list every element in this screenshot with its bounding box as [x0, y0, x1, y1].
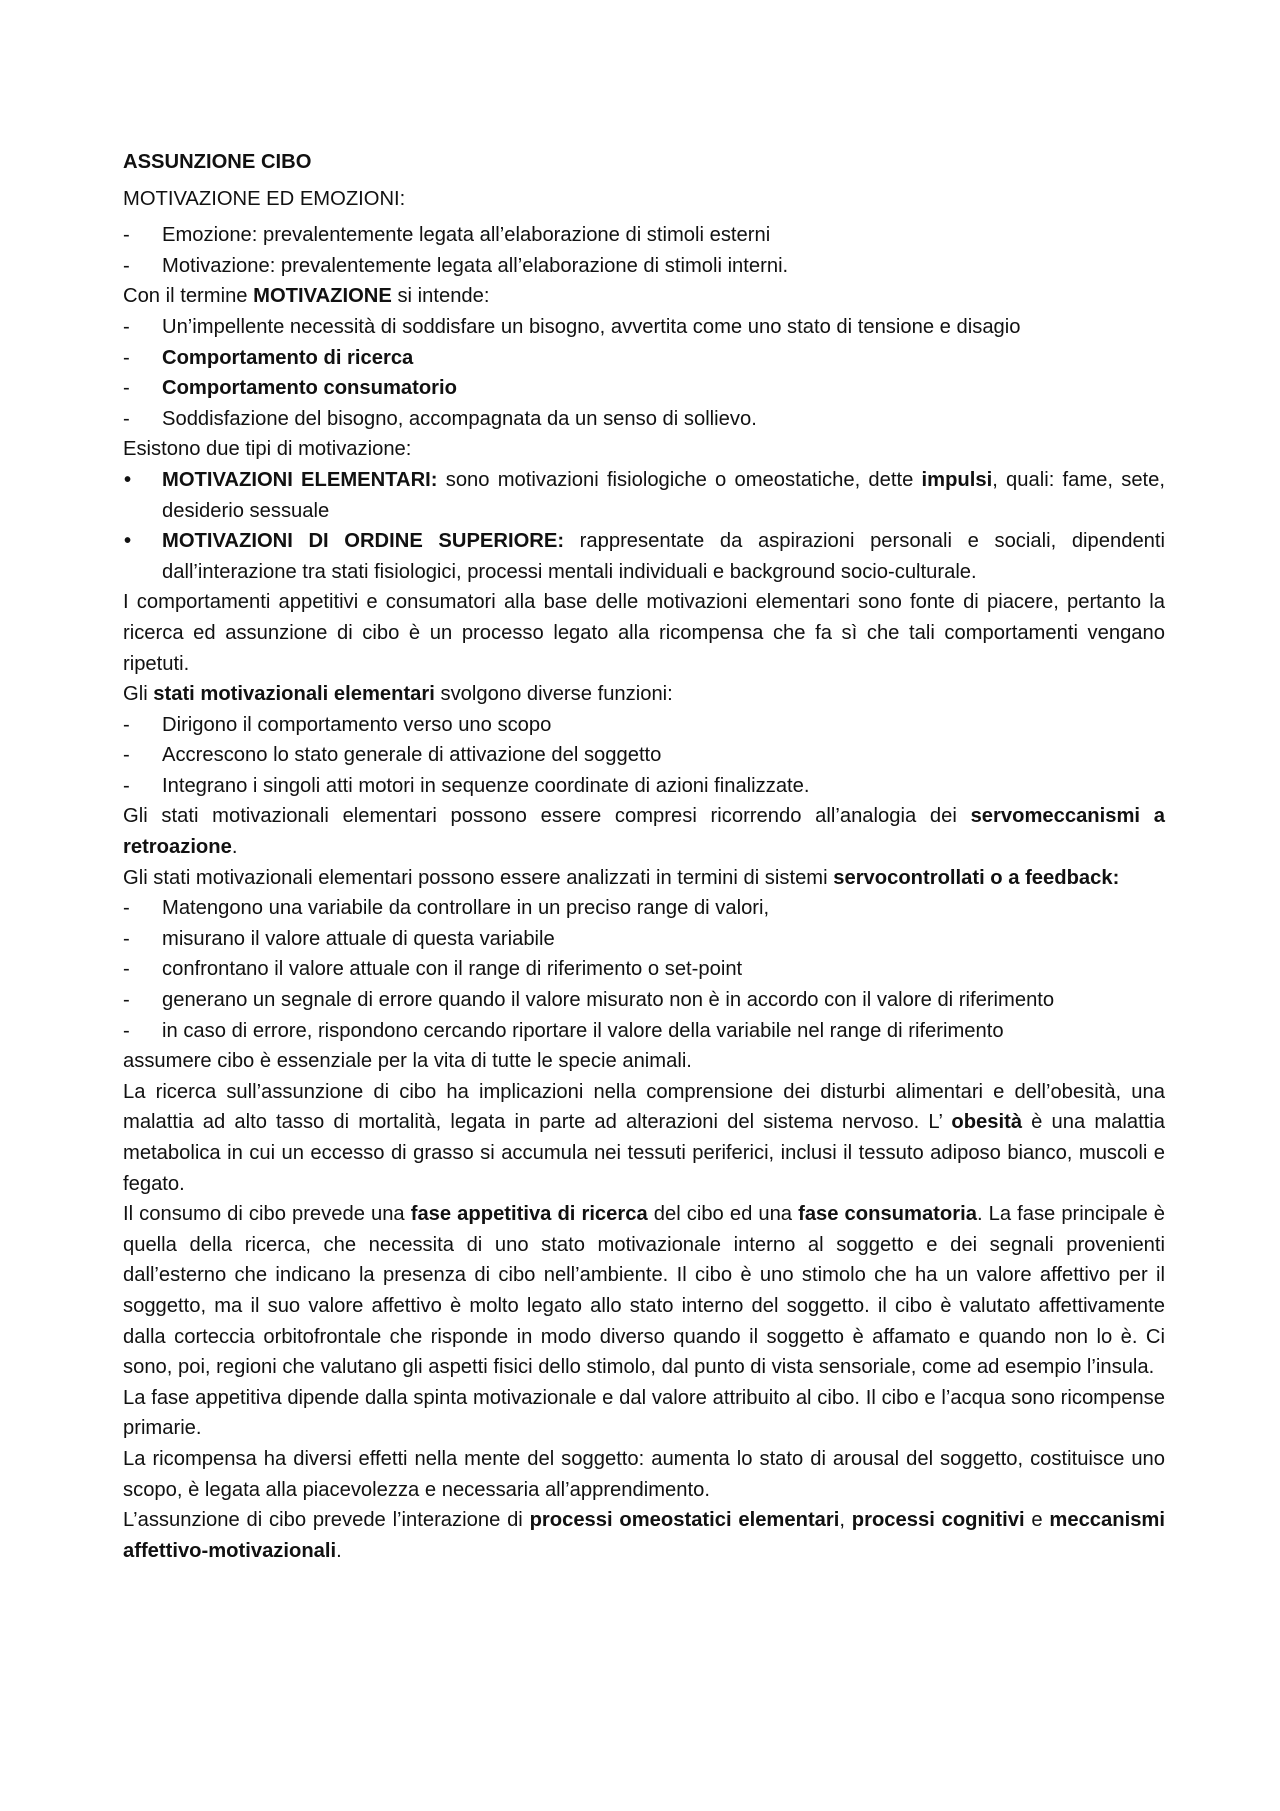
list-item: - Dirigono il comportamento verso uno scopo [123, 710, 1165, 741]
dash-marker: - [123, 989, 130, 1012]
list-item: - Matengono una variabile da controllare in un preciso range di valori, [123, 893, 1165, 924]
section-subtitle: MOTIVAZIONE ED EMOZIONI: [123, 187, 406, 210]
emotion-list [123, 220, 1165, 281]
list-item: - Un’impellente necessità di soddisfare un bisogno, avvertita come uno stato di tensione e disagio [123, 312, 1165, 343]
list-item: - Emozione: prevalentemente legata all’elaborazione di stimoli esterni [123, 220, 1165, 251]
paragraph-interazione: L’assunzione di cibo prevede l’interazione di processi omeostatici elementari, processi cognitivi e meccanismi affettivo-motivazionali. [123, 1509, 1165, 1562]
document-title: ASSUNZIONE CIBO [123, 151, 312, 173]
tipi-intro: Esistono due tipi di motivazione: [123, 438, 412, 461]
paragraph-ricompensa: La ricompensa ha diversi effetti nella mente del soggetto: aumenta lo stato di arousal del soggetto, costituisce uno scopo, è legata alla piacevolezza e necessaria all’apprendimento. [123, 1447, 1165, 1501]
list-item: - misurano il valore attuale di questa variabile [123, 924, 1165, 955]
dash-marker: - [123, 224, 130, 247]
motivazione-intro: Con il termine MOTIVAZIONE si intende: [123, 285, 490, 308]
paragraph-appetitiva: La fase appetitiva dipende dalla spinta motivazionale e dal valore attribuito al cibo. Il cibo e l’acqua sono ricompense primarie. [123, 1386, 1165, 1440]
list-item: - generano un segnale di errore quando il valore misurato non è in accordo con il valore di riferimento [123, 985, 1165, 1016]
list-item: - confrontano il valore attuale con il range di riferimento o set-point [123, 954, 1165, 985]
dash-marker: - [123, 744, 130, 767]
stati-list [123, 710, 1165, 802]
dash-marker: - [123, 254, 130, 277]
list-item: - Integrano i singoli atti motori in sequenze coordinate di azioni finalizzate. [123, 771, 1165, 802]
document-page [123, 147, 1165, 1566]
dash-marker: - [123, 774, 130, 797]
paragraph-consumo: Il consumo di cibo prevede una fase appetitiva di ricerca del cibo ed una fase consumatoria. La fase principale è quella della ricerca, che necessita di uno stato motivazionale interno al soggetto e dei segnali provenienti dall’esterno che indicano la presenza di cibo nell’ambiente. Il cibo è uno stimolo che ha un valore affettivo per il soggetto, ma il suo valore affettivo è molto legato allo stato interno del soggetto. il cibo è valutato affettivamente dalla corteccia orbitofrontale che risponde in modo diverso quando il soggetto è affamato e quando non lo è. Ci sono, poi, regioni che valutano gli aspetti fisici dello stimolo, dal punto di vista sensoriale, come ad esempio l’insula. [123, 1203, 1166, 1379]
motivazione-list [123, 312, 1165, 434]
list-item: - Comportamento consumatorio [123, 373, 1165, 404]
dash-marker: - [123, 713, 130, 736]
bullet-marker: • [124, 530, 132, 553]
dash-marker: - [123, 315, 130, 338]
dash-marker: - [123, 958, 130, 981]
list-item: - Soddisfazione del bisogno, accompagnata da un senso di sollievo. [123, 404, 1165, 435]
list-item: - Accrescono lo stato generale di attivazione del soggetto [123, 740, 1165, 771]
paragraph-assumere: assumere cibo è essenziale per la vita di tutte le specie animali. [123, 1050, 692, 1073]
tipi-list [123, 465, 1165, 587]
dash-marker: - [123, 377, 130, 400]
bullet-item: • MOTIVAZIONI ELEMENTARI: sono motivazioni fisiologiche o omeostatiche, dette impulsi, quali: fame, sete, desiderio sessuale [123, 465, 1165, 526]
bullet-item: • MOTIVAZIONI DI ORDINE SUPERIORE: rappresentate da aspirazioni personali e sociali, dipendenti dall’interazione tra stati fisiologici, processi mentali individuali e background socio-culturale. [123, 526, 1165, 587]
dash-marker: - [123, 407, 130, 430]
paragraph-servomeccanismi: Gli stati motivazionali elementari possono essere compresi ricorrendo all’analogia dei servomeccanismi a retroazione. [123, 805, 1165, 859]
stati-intro: Gli stati motivazionali elementari svolgono diverse funzioni: [123, 683, 673, 706]
list-item: - Motivazione: prevalentemente legata all’elaborazione di stimoli interni. [123, 251, 1165, 282]
dash-marker: - [123, 897, 130, 920]
paragraph-comportamenti: I comportamenti appetitivi e consumatori alla base delle motivazioni elementari sono fonte di piacere, pertanto la ricerca ed assunzione di cibo è un processo legato alla ricompensa che fa sì che tali comportamenti vengano ripetuti. [123, 591, 1165, 675]
dash-marker: - [123, 927, 130, 950]
dash-marker: - [123, 346, 130, 369]
list-item: - Comportamento di ricerca [123, 343, 1165, 374]
paragraph-feedback: Gli stati motivazionali elementari possono essere analizzati in termini di sistemi servocontrollati o a feedback: [123, 866, 1120, 889]
list-item: - in caso di errore, rispondono cercando riportare il valore della variabile nel range di riferimento [123, 1016, 1165, 1047]
feedback-list [123, 893, 1165, 1046]
dash-marker: - [123, 1019, 130, 1042]
bullet-marker: • [124, 468, 132, 491]
paragraph-ricerca: La ricerca sull’assunzione di cibo ha implicazioni nella comprensione dei disturbi alimentari e dell’obesità, una malattia ad alto tasso di mortalità, legata in parte ad alterazioni del sistema nervoso. L’ obesità è una malattia metabolica in cui un eccesso di grasso si accumula nei tessuti periferici, inclusi il tessuto adiposo bianco, muscoli e fegato. [123, 1080, 1166, 1195]
